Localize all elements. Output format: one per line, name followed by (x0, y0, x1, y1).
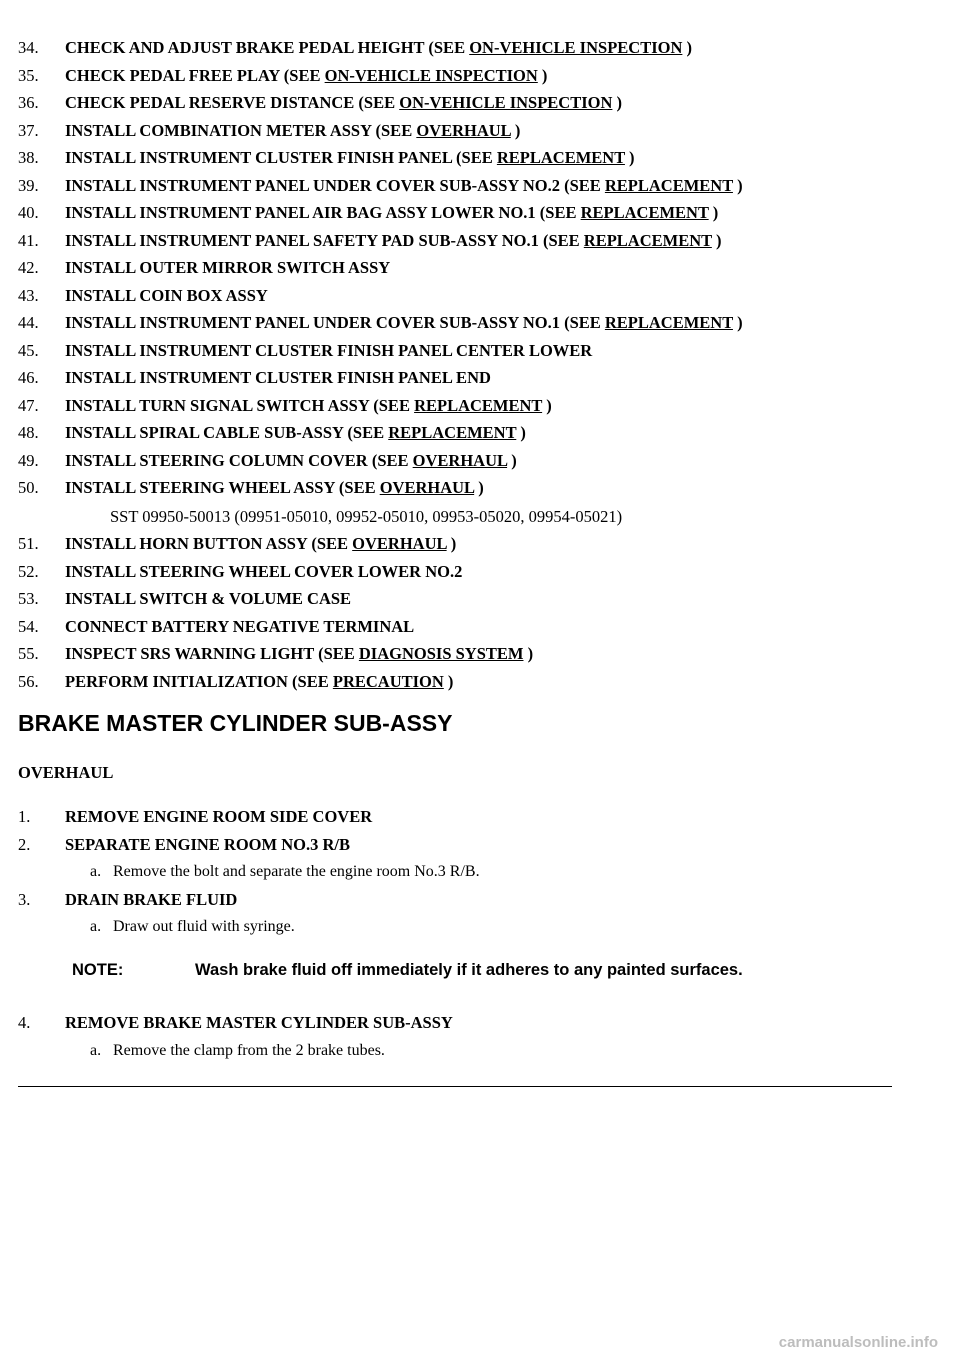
step-number: 38. (18, 148, 39, 167)
step-tail: ) (682, 38, 692, 57)
step-number: 54. (18, 616, 39, 636)
reference-link[interactable]: REPLACEMENT (414, 395, 543, 415)
step-label: INSTALL INSTRUMENT CLUSTER FINISH PANEL END (65, 368, 491, 387)
step-number: 45. (18, 340, 39, 360)
step-label: INSTALL COMBINATION METER ASSY (SEE (65, 120, 417, 140)
step-number: 34. (18, 38, 39, 57)
step-tail: ) (443, 671, 454, 691)
substep-label: a. (90, 1042, 102, 1059)
note-label: NOTE: (72, 961, 124, 979)
step-tail: ) (542, 395, 552, 415)
step-tail: ) (624, 148, 635, 167)
step-number: 55. (18, 644, 39, 663)
step-text (65, 339, 592, 363)
reference-link[interactable]: ON-VEHICLE INSPECTION (469, 38, 683, 57)
step-label: INSTALL OUTER MIRROR SWITCH ASSY (65, 258, 391, 277)
substep-text: Remove the clamp from the 2 brake tubes. (113, 1042, 385, 1059)
step-number: 52. (18, 561, 39, 581)
substep-text: Draw out fluid with syringe. (113, 918, 295, 935)
watermark-footer: carmanualsonline.info (778, 1334, 938, 1351)
step-number: 42. (18, 258, 39, 277)
step-label: INSTALL HORN BUTTON ASSY (SEE (65, 534, 353, 553)
step-text: DRAIN BRAKE FLUID (65, 890, 238, 909)
step-text (65, 284, 268, 308)
step-number: 46. (18, 368, 39, 387)
reference-link[interactable]: REPLACEMENT (604, 313, 733, 332)
section-subtitle: OVERHAUL (18, 763, 114, 782)
section-title: BRAKE MASTER CYLINDER SUB-ASSY (18, 710, 453, 736)
step-text (65, 119, 520, 143)
step-text (65, 311, 743, 335)
step-text (65, 587, 351, 611)
step-label: INSTALL INSTRUMENT CLUSTER FINISH PANEL CENTER LOWER (65, 340, 593, 360)
step-label: CHECK PEDAL RESERVE DISTANCE (SEE (65, 93, 400, 112)
step-tail: ) (446, 534, 457, 553)
step-number: 47. (18, 395, 39, 415)
reference-link[interactable]: DIAGNOSIS SYSTEM (358, 644, 524, 663)
step-text (65, 366, 491, 390)
step-number: 51. (18, 534, 39, 553)
step-label: INSTALL SPIRAL CABLE SUB-ASSY (SEE (65, 423, 389, 442)
step-label: INSTALL INSTRUMENT CLUSTER FINISH PANEL (SEE (65, 148, 497, 167)
reference-link[interactable]: ON-VEHICLE INSPECTION (399, 93, 613, 112)
step-text (65, 256, 390, 280)
step-tail: ) (711, 230, 722, 250)
step-number: 56. (18, 671, 39, 691)
step-text (65, 670, 453, 694)
step-tail: ) (732, 313, 743, 332)
step-label: INSTALL TURN SIGNAL SWITCH ASSY (SEE (65, 395, 415, 415)
step-label: INSTALL STEERING WHEEL ASSY (SEE (65, 478, 380, 497)
step-number: 48. (18, 423, 39, 442)
step-number: 53. (18, 589, 39, 608)
step-text (65, 476, 484, 500)
step-tail: ) (537, 65, 548, 85)
step-text: SEPARATE ENGINE ROOM NO.3 R/B (65, 835, 350, 854)
step-text (65, 36, 692, 60)
reference-link[interactable]: REPLACEMENT (583, 230, 712, 250)
reference-link[interactable]: OVERHAUL (416, 120, 511, 140)
reference-link[interactable]: REPLACEMENT (604, 175, 733, 195)
reference-link[interactable]: REPLACEMENT (580, 203, 709, 222)
step-text (65, 642, 533, 666)
step-tail: ) (732, 175, 743, 195)
step-number: 3. (18, 890, 31, 909)
reference-link[interactable]: REPLACEMENT (496, 148, 625, 167)
step-label: INSTALL STEERING WHEEL COVER LOWER NO.2 (65, 561, 463, 581)
step-tail: ) (507, 450, 517, 470)
horizontal-rule (18, 1086, 892, 1087)
step-label: CONNECT BATTERY NEGATIVE TERMINAL (65, 616, 415, 636)
step-text (65, 201, 718, 225)
step-label: INSTALL INSTRUMENT PANEL AIR BAG ASSY LOWER NO.1 (SEE (65, 203, 581, 222)
substep-text: Remove the bolt and separate the engine room No.3 R/B. (113, 863, 480, 880)
step-number: 2. (18, 835, 31, 854)
step-number: 36. (18, 93, 39, 112)
substep-label: a. (90, 863, 102, 880)
step-text (65, 91, 622, 115)
step-tail: ) (523, 644, 534, 663)
step-number: 43. (18, 285, 39, 305)
step-text (65, 532, 456, 556)
reference-link[interactable]: REPLACEMENT (388, 423, 517, 442)
step-number: 40. (18, 203, 39, 222)
substep (0, 860, 960, 884)
step-tail: ) (510, 120, 521, 140)
step-text (65, 146, 635, 170)
sst-line: SST 09950-50013 (09951-05010, 09952-05010, 09953-05020, 09954-05021) (110, 507, 623, 526)
step-text (65, 174, 743, 198)
step-label: INSTALL STEERING COLUMN COVER (SEE (65, 450, 413, 470)
step-label: PERFORM INITIALIZATION (SEE (65, 671, 333, 691)
step-label: INSPECT SRS WARNING LIGHT (SEE (65, 644, 359, 663)
reference-link[interactable]: ON-VEHICLE INSPECTION (324, 65, 538, 85)
step-tail: ) (708, 203, 719, 222)
step-text (65, 615, 414, 639)
substep-label: a. (90, 918, 102, 935)
step-tail: ) (612, 93, 623, 112)
step-text (65, 394, 552, 418)
step-text (65, 560, 462, 584)
step-label: INSTALL COIN BOX ASSY (65, 285, 268, 305)
step-tail: ) (516, 423, 526, 442)
step-text (65, 449, 517, 473)
step-number: 39. (18, 175, 39, 195)
substep (0, 1039, 960, 1063)
step-label: INSTALL INSTRUMENT PANEL UNDER COVER SUB-ASSY NO.1 (SEE (65, 313, 605, 332)
substep (0, 915, 960, 939)
step-number: 35. (18, 65, 39, 85)
step-label: INSTALL INSTRUMENT PANEL SAFETY PAD SUB-ASSY NO.1 (SEE (65, 230, 584, 250)
step-number: 4. (18, 1013, 31, 1032)
step-number: 50. (18, 478, 39, 497)
reference-link[interactable]: OVERHAUL (352, 534, 447, 553)
step-label: CHECK PEDAL FREE PLAY (SEE (65, 65, 325, 85)
step-text: REMOVE BRAKE MASTER CYLINDER SUB-ASSY (65, 1013, 453, 1032)
step-text: REMOVE ENGINE ROOM SIDE COVER (65, 807, 373, 826)
reference-link[interactable]: PRECAUTION (332, 671, 444, 691)
step-number: 49. (18, 450, 39, 470)
reference-link[interactable]: OVERHAUL (412, 450, 508, 470)
step-number: 1. (18, 807, 31, 826)
step-number: 44. (18, 313, 39, 332)
step-number: 41. (18, 230, 39, 250)
step-text (65, 64, 547, 88)
step-text (65, 421, 526, 445)
step-tail: ) (474, 478, 484, 497)
reference-link[interactable]: OVERHAUL (379, 478, 475, 497)
step-label: CHECK AND ADJUST BRAKE PEDAL HEIGHT (SEE (65, 38, 470, 57)
note-text: Wash brake fluid off immediately if it adheres to any painted surfaces. (195, 961, 743, 979)
step-number: 37. (18, 120, 39, 140)
step-text (65, 229, 721, 253)
step-label: INSTALL SWITCH & VOLUME CASE (65, 589, 352, 608)
step-label: INSTALL INSTRUMENT PANEL UNDER COVER SUB-ASSY NO.2 (SEE (65, 175, 605, 195)
